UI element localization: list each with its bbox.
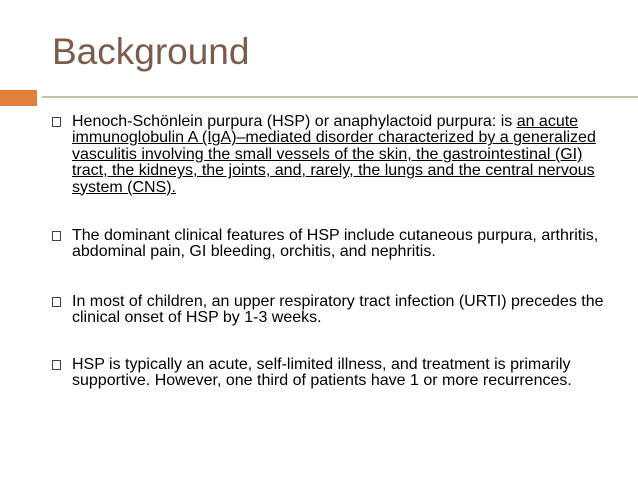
bullet-plain-text: HSP is typically an acute, self-limited illness, and treatment is primarily supportive. However, one third of patients have 1 or more recurrences.: [72, 356, 572, 390]
square-bullet-icon: [52, 360, 61, 370]
bullet-linked-text[interactable]: an acute immunoglobulin A (IgA)–mediated disorder characterized by a generalized vasculitis involving the small vessels of the skin, the gastrointestinal (GI) tract, the kidneys, the joints, and, rarely, the lungs and the central nervous system (CNS).: [72, 113, 596, 196]
slide-title: Background: [52, 31, 250, 72]
square-bullet-icon: [52, 231, 61, 241]
bullet-text: [72, 357, 612, 390]
bullet-text: [72, 228, 612, 261]
bullet-plain-text: In most of children, an upper respiratory tract infection (URTI) precedes the clinical onset of HSP by 1-3 weeks.: [72, 293, 604, 327]
bullet-text: [72, 294, 612, 327]
square-bullet-icon: [52, 117, 61, 127]
bullet-plain-text: Henoch-Schönlein purpura (HSP) or anaphylactoid purpura: is: [72, 113, 517, 130]
bullet-text: [72, 114, 612, 196]
bullet-plain-text: The dominant clinical features of HSP include cutaneous purpura, arthritis, abdominal pain, GI bleeding, orchitis, and nephritis.: [72, 227, 599, 261]
square-bullet-icon: [52, 297, 61, 307]
